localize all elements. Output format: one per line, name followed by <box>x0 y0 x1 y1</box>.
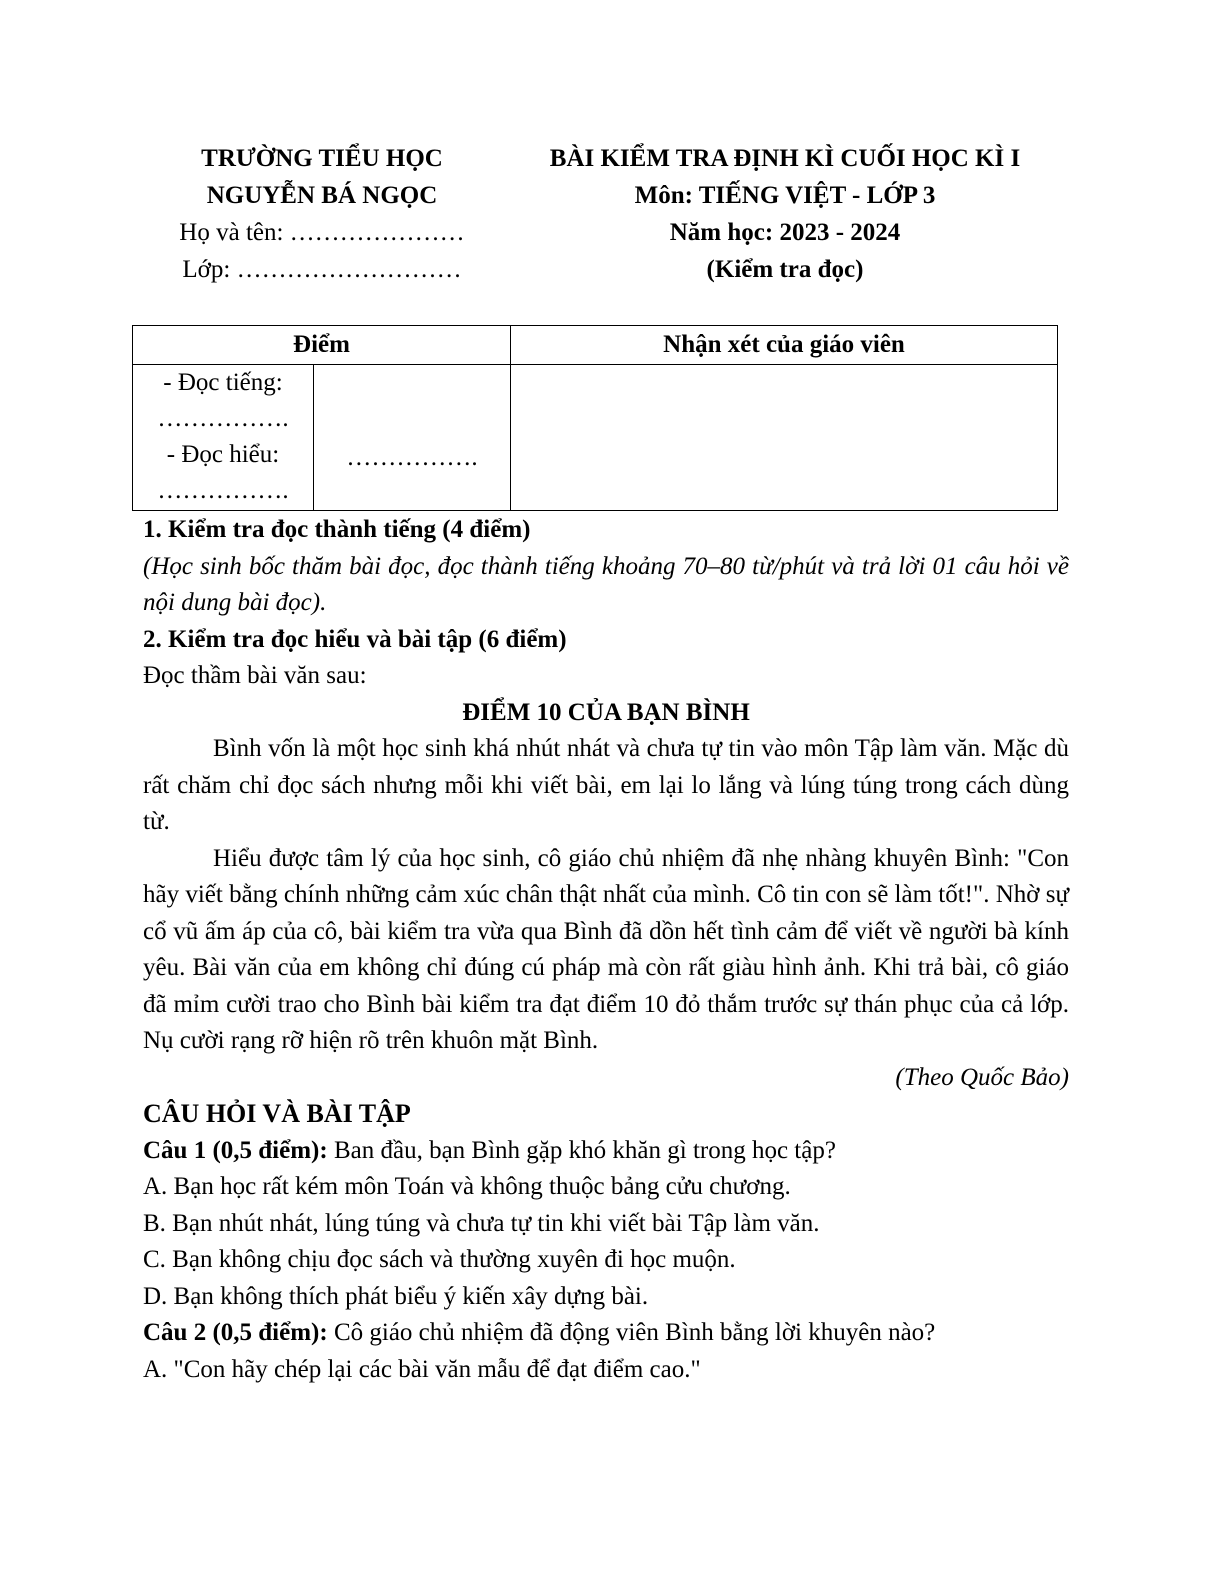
questions-title: CÂU HỎI VÀ BÀI TẬP <box>143 1099 411 1128</box>
question-1-option-b: B. Bạn nhút nhát, lúng túng và chưa tự tin khi viết bài Tập làm văn. <box>143 1209 820 1237</box>
story-source: (Theo Quốc Bảo) <box>895 1063 1069 1091</box>
section1-instruction: (Học sinh bốc thăm bài đọc, đọc thành tiếng khoảng 70–80 từ/phút và trả lời 01 câu hỏi về nội dung bài đọc). <box>143 552 1069 616</box>
story-paragraph-1: Bình vốn là một học sinh khá nhút nhát và chưa tự tin vào môn Tập làm văn. Mặc dù rất chăm chỉ đọc sách nhưng mỗi khi viết bài, em lại lo lắng và lúng túng trong cách dùng từ. <box>143 735 1069 835</box>
section2-title: 2. Kiểm tra đọc hiểu và bài tập (6 điểm) <box>143 625 567 653</box>
exam-title: BÀI KIỂM TRA ĐỊNH KÌ CUỐI HỌC KÌ I <box>549 145 1021 172</box>
reading-aloud-label: - Đọc tiếng: <box>163 369 283 396</box>
score-table <box>132 325 1058 511</box>
question-1 <box>143 1133 1069 1170</box>
score-labels-cell <box>133 365 314 511</box>
school-name-line1: TRƯỜNG TIỂU HỌC <box>201 145 443 172</box>
question-1-option-d: D. Bạn không thích phát biểu ý kiến xây dựng bài. <box>143 1282 649 1310</box>
question-1-label: Câu 1 (0,5 điểm): <box>143 1136 328 1164</box>
student-name-field: Họ và tên: ………………… <box>179 219 465 246</box>
section1-title: 1. Kiểm tra đọc thành tiếng (4 điểm) <box>143 516 531 543</box>
reading-comp-dots: ……………. <box>157 477 289 504</box>
question-1-text: Ban đầu, bạn Bình gặp khó khăn gì trong học tập? <box>327 1136 836 1164</box>
question-2-label: Câu 2 (0,5 điểm): <box>143 1319 328 1346</box>
question-2-text: Cô giáo chủ nhiệm đã động viên Bình bằng lời khuyên nào? <box>327 1319 936 1346</box>
exam-content <box>143 512 1069 1388</box>
exam-header <box>512 140 1058 288</box>
score-column-header: Điểm <box>133 326 511 365</box>
total-score-dots: ……………. <box>346 443 478 471</box>
question-2 <box>143 1315 1069 1352</box>
question-2-option-a: A. "Con hãy chép lại các bài văn mẫu để đạt điểm cao." <box>143 1355 701 1383</box>
school-name-line2: NGUYỄN BÁ NGỌC <box>206 182 438 209</box>
teacher-comment-cell <box>511 365 1058 511</box>
student-class-field: Lớp: ……………………… <box>182 256 462 283</box>
score-table-body-row <box>133 365 1058 511</box>
school-header <box>132 140 512 288</box>
school-year: Năm học: 2023 - 2024 <box>669 219 901 246</box>
section2-instruction: Đọc thầm bài văn sau: <box>143 662 367 689</box>
score-table-header-row <box>133 326 1058 365</box>
comment-column-header: Nhận xét của giáo viên <box>511 326 1058 365</box>
total-score-cell <box>314 365 511 511</box>
story-paragraph-2: Hiểu được tâm lý của học sinh, cô giáo chủ nhiệm đã nhẹ nhàng khuyên Bình: "Con hãy viết bằng chính những cảm xúc chân thật nhất của mình. Cô tin con sẽ làm tốt!". Nhờ sự cổ vũ ấm áp của cô, bài kiểm tra vừa qua Bình đã dồn hết tình cảm để viết về người bà kính yêu. Bài văn của em không chỉ đúng cú pháp mà còn rất giàu hình ảnh. Khi trả bài, cô giáo đã mỉm cười trao cho Bình bài kiểm tra đạt điểm 10 đỏ thắm trước sự thán phục của cả lớp. Nụ cười rạng rỡ hiện rõ trên khuôn mặt Bình. <box>143 844 1070 1054</box>
exam-subject: Môn: TIẾNG VIỆT - LỚP 3 <box>634 182 936 209</box>
question-1-option-a: A. Bạn học rất kém môn Toán và không thuộc bảng cửu chương. <box>143 1173 791 1200</box>
reading-comp-label: - Đọc hiểu: <box>166 441 280 468</box>
question-1-option-c: C. Bạn không chịu đọc sách và thường xuyên đi học muộn. <box>143 1246 736 1273</box>
reading-aloud-dots: ……………. <box>157 405 289 432</box>
exam-type: (Kiểm tra đọc) <box>706 256 864 283</box>
story-title: ĐIỂM 10 CỦA BẠN BÌNH <box>462 698 750 726</box>
